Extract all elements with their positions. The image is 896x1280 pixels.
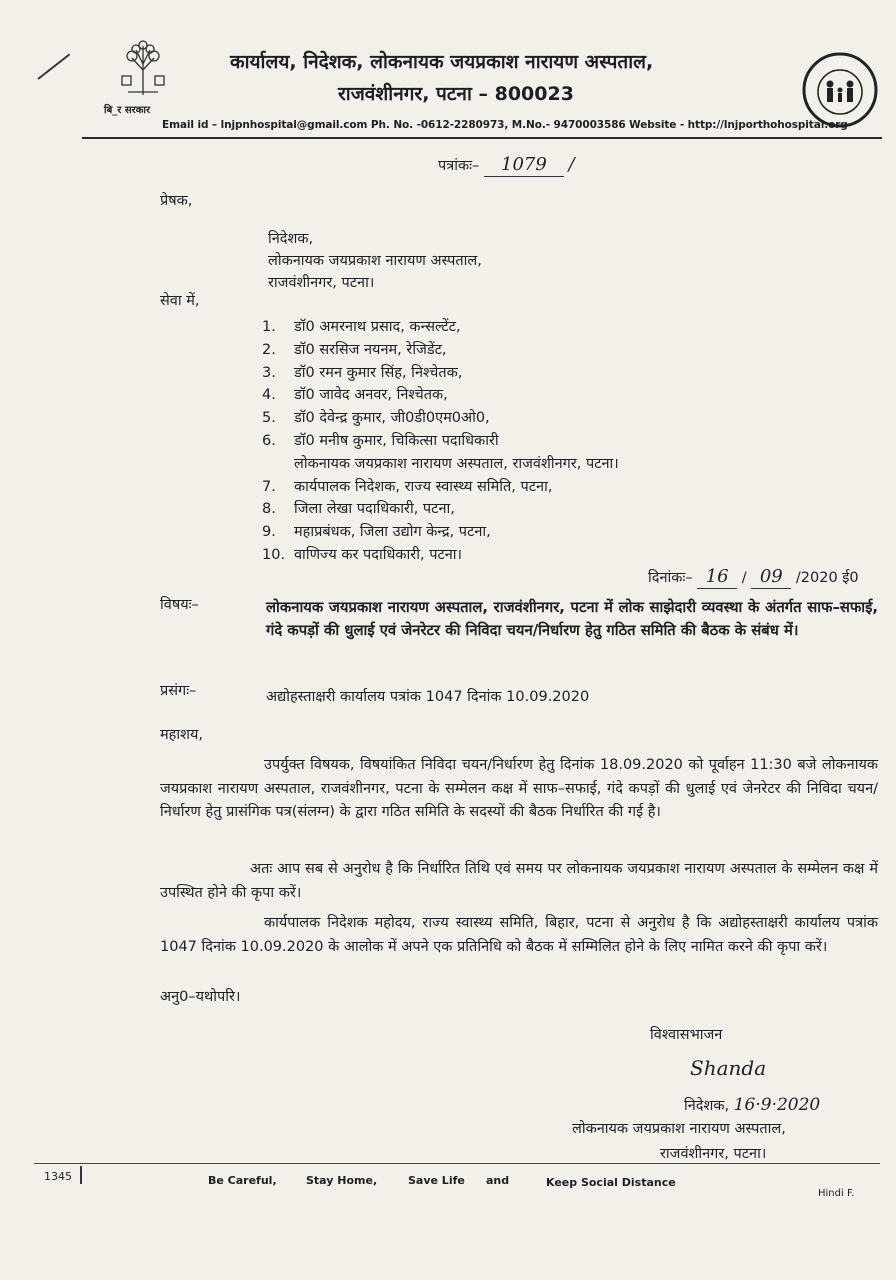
list-item: 8. जिला लेखा पदाधिकारी, पटना, (262, 501, 455, 518)
subject-label: विषयः– (160, 597, 199, 613)
date-day: 16 (697, 566, 737, 589)
designation: निदेशक, (684, 1098, 730, 1114)
recipients-list (262, 316, 619, 567)
office-title: कार्यालय, निदेशक, लोकनायक जयप्रकाश नारायण अस्पताल, (230, 51, 654, 73)
paragraph-request: अतः आप सब से अनुरोध है कि निर्धारित तिथि एवं समय पर लोकनायक जयप्रकाश नारायण अस्पताल के सम्मेलन कक्ष में उपस्थित होने की कृपा करें। (160, 861, 878, 901)
nhm-logo (800, 50, 880, 130)
tree-emblem-icon (108, 40, 178, 100)
list-item: 2. डॉ0 सरसिज नयनम, रेजिडेंट, (262, 341, 447, 358)
date-label: दिनांकः– (648, 570, 693, 586)
list-item: 3. डॉ0 रमन कुमार सिंह, निश्चेतक, (262, 364, 463, 381)
salutation: महाशय, (160, 727, 204, 743)
sender-line: राजवंशीनगर, पटना। (268, 275, 375, 291)
valediction: विश्वासभाजन (650, 1027, 723, 1043)
footer-rule (34, 1163, 880, 1164)
sender-label: प्रेषक, (160, 193, 193, 209)
recipients-label: सेवा में, (160, 293, 200, 309)
reference-label: प्रसंगः– (160, 683, 197, 699)
slash-mark (37, 54, 70, 80)
letter-number-suffix: / (568, 154, 575, 175)
letter-date: दिनांकः– 16 / 09 /2020 ई0 (648, 566, 859, 587)
slogan-save-life: Save Life (408, 1174, 465, 1187)
date-month: 09 (751, 566, 791, 589)
list-item: 5. डॉ0 देवेन्द्र कुमार, जी0डी0एम0ओ0, (262, 410, 490, 427)
bihar-govt-emblem (104, 40, 178, 116)
list-item: 1. डॉ0 अमरनाथ प्रसाद, कन्सल्टेंट, (262, 319, 461, 335)
list-item: 9. महाप्रबंधक, जिला उद्योग केन्द्र, पटना, (262, 524, 491, 541)
list-item: 4. डॉ0 जावेद अनवर, निश्चेतक, (262, 387, 448, 404)
list-item: 7. कार्यपालक निदेशक, राज्य स्वास्थ्य समिति, पटना, (262, 478, 553, 495)
page-code: 1345 (44, 1170, 72, 1183)
slogan-and: and (486, 1174, 510, 1187)
handwritten-signature: Shanda (690, 1056, 767, 1080)
page-code-bar (80, 1166, 82, 1184)
sender-line: निदेशक, (268, 231, 314, 247)
slogan-distance: Keep Social Distance (546, 1176, 676, 1189)
sender-line: लोकनायक जयप्रकाश नारायण अस्पताल, (268, 253, 482, 269)
health-mission-logo-icon (800, 50, 880, 130)
signature-date: 16·9·2020 (733, 1095, 821, 1115)
date-year: /2020 ई0 (795, 570, 859, 586)
list-item: 6. डॉ0 मनीष कुमार, चिकित्सा पदाधिकारी (262, 432, 499, 449)
govt-label: बि_र सरकार (104, 105, 151, 116)
letter-number (438, 154, 575, 177)
letter-number-value: 1079 (484, 154, 564, 177)
reference-text: अद्योहस्ताक्षरी कार्यालय पत्रांक 1047 दिनांक 10.09.2020 (266, 689, 590, 705)
designation-line (684, 1094, 820, 1117)
header-rule (82, 137, 882, 139)
contact-line: Email id – lnjpnhospital@gmail.com Ph. No. -0612-2280973, M.No.- 9470003586 Website - http://lnjporthohospital.org (162, 119, 848, 131)
slogan-careful: Be Careful, (208, 1174, 277, 1187)
list-item: 10. वाणिज्य कर पदाधिकारी, पटना। (262, 546, 463, 563)
slogan-stay-home: Stay Home, (306, 1174, 378, 1187)
office-address: राजवंशीनगर, पटना – 800023 (338, 83, 574, 105)
subject-text: लोकनायक जयप्रकाश नारायण अस्पताल, राजवंशीनगर, पटना में लोक साझेदारी व्यवस्था के अंतर्गत साफ–सफाई, गंदे कपड़ों की धुलाई एवं जेनरेटर की निविदा चयन/निर्धारण हेतु गठित समिति की बैठक के संबंध में। (266, 599, 878, 639)
letter-number-label: पत्रांकः– (438, 158, 480, 174)
list-item: लोकनायक जयप्रकाश नारायण अस्पताल, राजवंशीनगर, पटना। (294, 455, 619, 472)
org-line2: राजवंशीनगर, पटना। (660, 1146, 767, 1162)
sender-block (268, 228, 482, 294)
enclosure-note: अनु0–यथोपरि। (160, 989, 241, 1005)
paragraph-meeting: उपर्युक्त विषयक, विषयांकित निविदा चयन/निर्धारण हेतु दिनांक 18.09.2020 को पूर्वाहन 11:30 बजे लोकनायक जयप्रकाश नारायण अस्पताल, राजवंशीनगर, पटना के सम्मेलन कक्ष में साफ–सफाई, गंदे कपड़ों की धुलाई एवं जेनरेटर की निविदा चयन/निर्धारण हेतु प्रासंगिक पत्र(संलग्न) के द्वारा गठित समिति के सदस्यों की बैठक निर्धारित की गई है। (160, 757, 878, 821)
paragraph-executive-director: कार्यपालक निदेशक महोदय, राज्य स्वास्थ्य समिति, बिहार, पटना से अनुरोध है कि अद्योहस्ताक्षरी कार्यालय पत्रांक 1047 दिनांक 10.09.2020 के आलोक में अपने एक प्रतिनिधि को बैठक में सम्मिलित होने के लिए नामित करने की कृपा करें। (160, 915, 878, 955)
org-line1: लोकनायक जयप्रकाश नारायण अस्पताल, (572, 1121, 786, 1137)
footer-corner: Hindi F. (818, 1188, 855, 1199)
